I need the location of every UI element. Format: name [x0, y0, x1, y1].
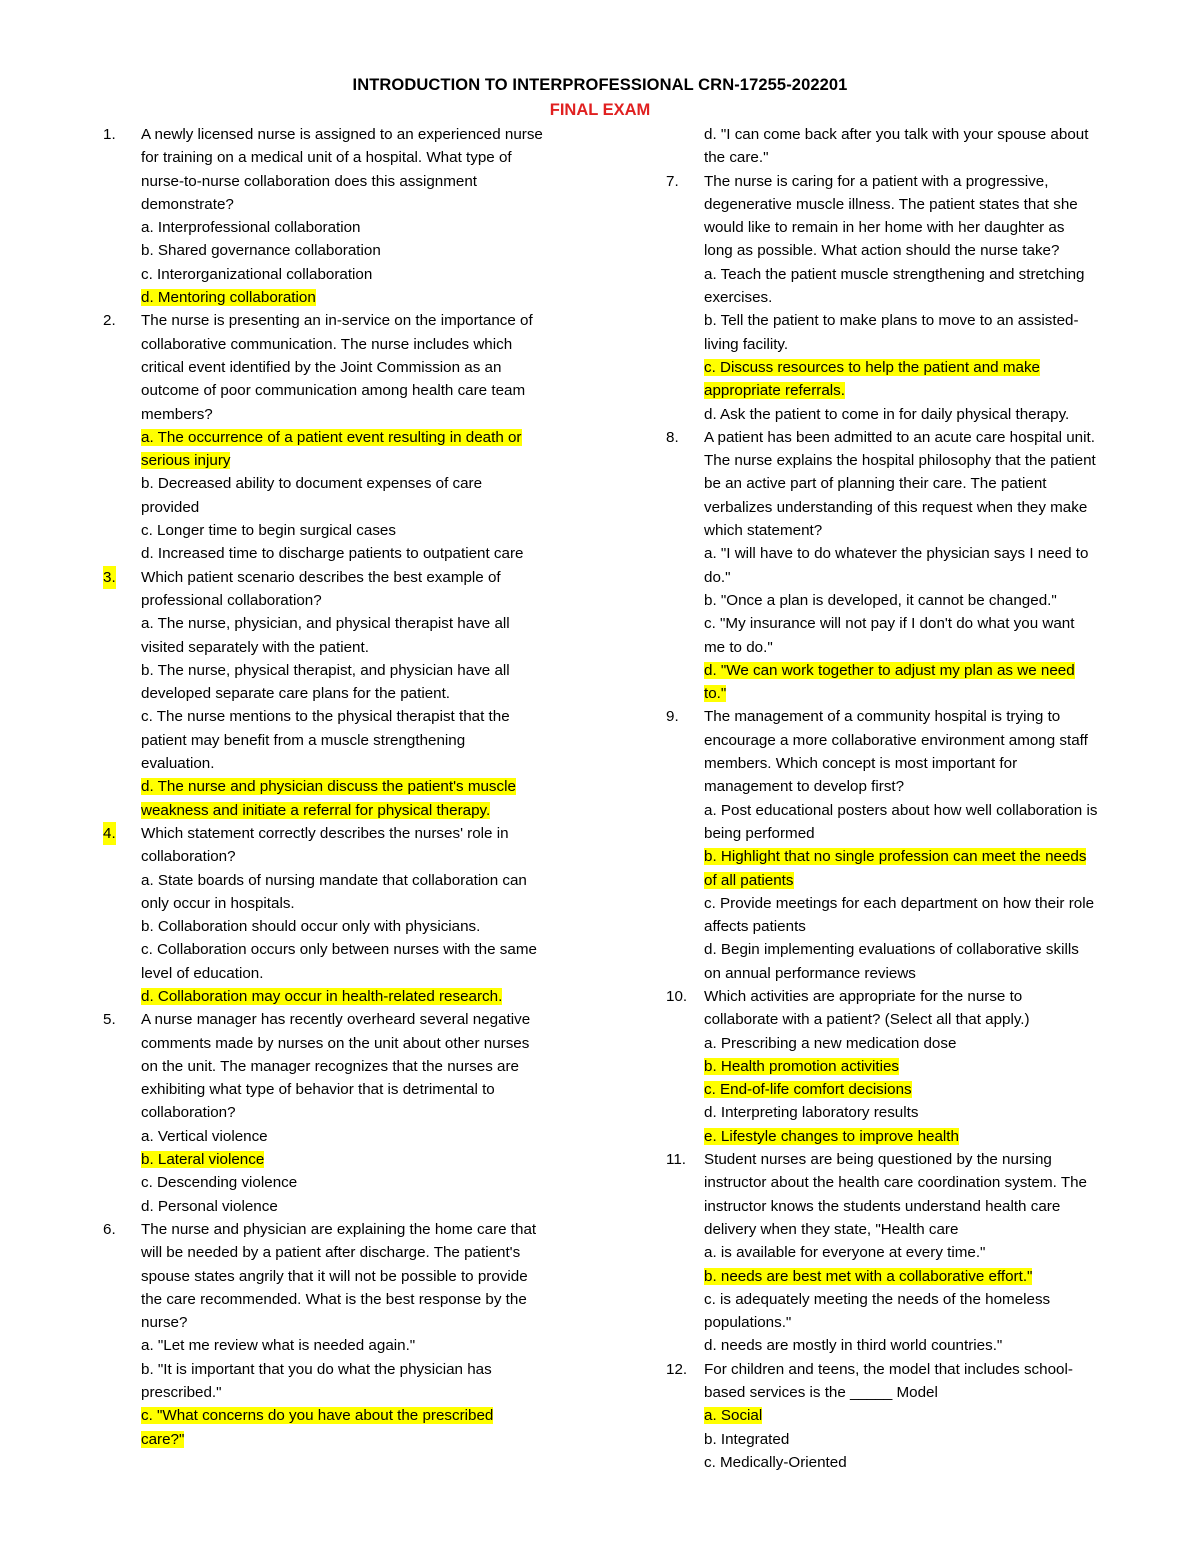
question-text: The nurse explains the hospital philosophy that the patient [704, 452, 1096, 470]
text-line-wrapper [141, 1195, 573, 1218]
question-number: 8. [666, 428, 679, 446]
question-number: 9. [666, 708, 679, 726]
text-line-wrapper [141, 426, 573, 449]
text-line-wrapper [704, 589, 1140, 612]
text-line-wrapper [141, 1218, 573, 1241]
text-line-wrapper [704, 1148, 1140, 1171]
highlighted-answer-text: d. The nurse and physician discuss the patient's muscle [141, 778, 516, 796]
text-line-wrapper [704, 542, 1140, 565]
question-text: exercises. [704, 289, 773, 307]
question-text: comments made by nurses on the unit about other nurses [141, 1034, 530, 1052]
text-line-wrapper [704, 1032, 1140, 1055]
question-text: b. Collaboration should occur only with physicians. [141, 918, 481, 936]
highlighted-answer-text: c. "What concerns do you have about the prescribed [141, 1407, 494, 1425]
text-line-wrapper [704, 822, 1140, 845]
right-column [666, 123, 1140, 1474]
highlighted-answer-text: e. Lifestyle changes to improve health [704, 1127, 959, 1145]
text-line-wrapper [704, 845, 1140, 868]
question-text: c. Collaboration occurs only between nurses with the same [141, 941, 537, 959]
text-line-wrapper [141, 123, 573, 146]
question-text: a. Interprofessional collaboration [141, 219, 361, 237]
highlighted-answer-text: d. "We can work together to adjust my plan as we need [704, 661, 1075, 679]
text-line-wrapper [704, 216, 1140, 239]
question-text: Which statement correctly describes the nurses' role in [141, 824, 509, 842]
question-number: 3. [103, 566, 116, 589]
text-line-wrapper [141, 1288, 573, 1311]
question-text: instructor about the health care coordination system. The [704, 1174, 1087, 1192]
question-text: spouse states angrily that it will not be possible to provide [141, 1267, 528, 1285]
question-text: on the unit. The manager recognizes that the nurses are [141, 1057, 519, 1075]
question-item [666, 985, 1140, 1148]
text-line-wrapper [141, 752, 573, 775]
highlighted-answer-text: appropriate referrals. [704, 382, 845, 400]
question-number: 2. [103, 312, 116, 330]
question-text: me to do." [704, 638, 773, 656]
question-text: collaborate with a patient? (Select all that apply.) [704, 1011, 1030, 1029]
question-item [103, 566, 573, 822]
text-line-wrapper [141, 472, 573, 495]
question-text: exhibiting what type of behavior that is detrimental to [141, 1081, 495, 1099]
question-text: being performed [704, 824, 815, 842]
text-line-wrapper [141, 309, 573, 332]
text-line-wrapper [141, 1055, 573, 1078]
question-item [666, 1148, 1140, 1358]
text-line-wrapper [704, 193, 1140, 216]
text-line-wrapper [704, 309, 1140, 332]
text-line-wrapper [141, 1148, 573, 1171]
text-line-wrapper [141, 729, 573, 752]
question-item [666, 1358, 1140, 1474]
question-item [103, 123, 573, 309]
text-line-wrapper [141, 1008, 573, 1031]
question-text: do." [704, 568, 731, 586]
text-line-wrapper [141, 636, 573, 659]
text-line-wrapper [141, 356, 573, 379]
question-text: c. Interorganizational collaboration [141, 265, 373, 283]
question-text: b. Integrated [704, 1430, 790, 1448]
question-number: 11. [666, 1151, 686, 1169]
question-text: a. Prescribing a new medication dose [704, 1034, 957, 1052]
question-text: members? [141, 405, 213, 423]
highlighted-answer-text: to." [704, 685, 727, 703]
question-text: a. State boards of nursing mandate that collaboration can [141, 871, 527, 889]
question-number: 7. [666, 172, 679, 190]
question-text: A newly licensed nurse is assigned to an experienced nurse [141, 126, 543, 143]
text-line-wrapper [141, 1078, 573, 1101]
highlighted-answer-text: b. needs are best met with a collaborative effort." [704, 1267, 1033, 1285]
question-text: b. "Once a plan is developed, it cannot be changed." [704, 591, 1057, 609]
question-text: d. Increased time to discharge patients to outpatient care [141, 545, 524, 563]
question-number: 10. [666, 987, 688, 1005]
text-line-wrapper [704, 775, 1140, 798]
text-line-wrapper [141, 403, 573, 426]
text-line-wrapper [704, 705, 1140, 728]
text-line-wrapper [704, 449, 1140, 472]
text-line-wrapper [704, 356, 1140, 379]
question-text: b. The nurse, physical therapist, and physician have all [141, 661, 510, 679]
question-text: Which activities are appropriate for the nurse to [704, 987, 1023, 1005]
question-text: long as possible. What action should the nurse take? [704, 242, 1060, 260]
text-line-wrapper [704, 962, 1140, 985]
text-line-wrapper [141, 193, 573, 216]
question-text: A patient has been admitted to an acute care hospital unit. [704, 428, 1095, 446]
highlighted-answer-text: b. Highlight that no single profession can meet the needs [704, 848, 1087, 866]
text-line-wrapper [141, 589, 573, 612]
text-line-wrapper [141, 775, 573, 798]
left-column [103, 123, 573, 1451]
question-text: evaluation. [141, 755, 215, 773]
text-line-wrapper [141, 333, 573, 356]
text-line-wrapper [704, 799, 1140, 822]
question-text: collaboration? [141, 848, 236, 866]
text-line-wrapper [704, 1334, 1140, 1357]
text-line-wrapper [704, 1078, 1140, 1101]
highlighted-answer-text: b. Health promotion activities [704, 1057, 899, 1075]
question-text: degenerative muscle illness. The patient states that she [704, 195, 1078, 213]
highlighted-answer-text: c. End-of-life comfort decisions [704, 1081, 912, 1099]
text-line-wrapper [704, 1428, 1140, 1451]
text-line-wrapper [704, 403, 1140, 426]
document-title: INTRODUCTION TO INTERPROFESSIONAL CRN-17255-202201 [352, 76, 848, 94]
question-text: visited separately with the patient. [141, 638, 369, 656]
question-text: c. The nurse mentions to the physical therapist that the [141, 708, 510, 726]
question-text: c. Provide meetings for each department on how their role [704, 894, 1095, 912]
question-text: c. Medically-Oriented [704, 1453, 847, 1471]
question-text: provided [141, 498, 200, 516]
question-text: encourage a more collaborative environment among staff [704, 731, 1088, 749]
text-line-wrapper [141, 1334, 573, 1357]
question-text: living facility. [704, 335, 789, 353]
text-line-wrapper [704, 1008, 1140, 1031]
text-line-wrapper [141, 1381, 573, 1404]
text-line-wrapper [704, 1265, 1140, 1288]
text-line-wrapper [141, 146, 573, 169]
text-line-wrapper [704, 1358, 1140, 1381]
question-number: 6. [103, 1220, 116, 1238]
question-text: instructor knows the students understand health care [704, 1197, 1061, 1215]
text-line-wrapper [704, 286, 1140, 309]
text-line-wrapper [141, 869, 573, 892]
text-line-wrapper [141, 962, 573, 985]
question-text: a. The nurse, physician, and physical therapist have all [141, 615, 510, 633]
question-text: d. Begin implementing evaluations of collaborative skills [704, 941, 1079, 959]
text-line-wrapper [141, 1358, 573, 1381]
question-text: patient may benefit from a muscle strengthening [141, 731, 466, 749]
question-text: be an active part of planning their care. The patient [704, 475, 1047, 493]
text-line-wrapper [141, 915, 573, 938]
text-line-wrapper [141, 519, 573, 542]
text-line-wrapper [704, 985, 1140, 1008]
highlighted-answer-text: of all patients [704, 871, 794, 889]
text-line-wrapper [141, 1404, 573, 1427]
question-text: d. Interpreting laboratory results [704, 1104, 919, 1122]
question-text: delivery when they state, "Health care [704, 1220, 959, 1238]
text-line-wrapper [141, 1032, 573, 1055]
highlighted-answer-text: c. Discuss resources to help the patient and make [704, 358, 1040, 376]
text-line-wrapper [704, 496, 1140, 519]
question-text: affects patients [704, 918, 806, 936]
text-line-wrapper [141, 985, 573, 1008]
question-item [103, 822, 573, 1008]
question-text: which statement? [704, 522, 823, 540]
question-text: members. Which concept is most important for [704, 755, 1018, 773]
question-text: The nurse and physician are explaining the home care that [141, 1220, 537, 1238]
text-line-wrapper [704, 379, 1140, 402]
text-line-wrapper [141, 263, 573, 286]
text-line-wrapper [141, 659, 573, 682]
question-item [666, 426, 1140, 706]
text-line-wrapper [141, 612, 573, 635]
text-line-wrapper [141, 496, 573, 519]
question-text: b. Tell the patient to make plans to move to an assisted- [704, 312, 1079, 330]
text-line-wrapper [704, 892, 1140, 915]
text-line-wrapper [704, 146, 1140, 169]
text-line-wrapper [704, 519, 1140, 542]
text-line-wrapper [141, 1171, 573, 1194]
question-item [103, 1008, 573, 1218]
text-line-wrapper [141, 1241, 573, 1264]
text-line-wrapper [704, 170, 1140, 193]
question-text: d. needs are mostly in third world countries." [704, 1337, 1003, 1355]
text-line-wrapper [704, 333, 1140, 356]
text-line-wrapper [704, 1241, 1140, 1264]
question-text: a. Post educational posters about how well collaboration is [704, 801, 1098, 819]
text-line-wrapper [704, 426, 1140, 449]
question-text: The nurse is caring for a patient with a progressive, [704, 172, 1049, 190]
text-line-wrapper [704, 123, 1140, 146]
question-text: d. "I can come back after you talk with your spouse about [704, 126, 1089, 143]
question-text: management to develop first? [704, 778, 905, 796]
text-line-wrapper [704, 938, 1140, 961]
question-text: c. Longer time to begin surgical cases [141, 522, 396, 540]
text-line-wrapper [704, 1311, 1140, 1334]
text-line-wrapper [141, 1125, 573, 1148]
question-item [103, 309, 573, 565]
highlighted-answer-text: a. Social [704, 1407, 763, 1425]
text-line-wrapper [141, 286, 573, 309]
question-text: only occur in hospitals. [141, 894, 295, 912]
text-line-wrapper [141, 449, 573, 472]
text-line-wrapper [704, 472, 1140, 495]
question-number: 5. [103, 1011, 116, 1029]
text-line-wrapper [141, 1311, 573, 1334]
text-line-wrapper [704, 636, 1140, 659]
text-line-wrapper [704, 1101, 1140, 1124]
question-text: collaboration? [141, 1104, 236, 1122]
text-line-wrapper [141, 682, 573, 705]
text-line-wrapper [704, 729, 1140, 752]
question-text: outcome of poor communication among health care team [141, 382, 526, 400]
question-text: d. Personal violence [141, 1197, 278, 1215]
question-text: prescribed." [141, 1384, 222, 1402]
question-text: a. "I will have to do whatever the physician says I need to [704, 545, 1089, 563]
text-line-wrapper [141, 1265, 573, 1288]
text-line-wrapper [704, 1055, 1140, 1078]
text-line-wrapper [141, 216, 573, 239]
question-text: the care." [704, 149, 769, 167]
highlighted-answer-text: d. Collaboration may occur in health-related research. [141, 987, 503, 1005]
question-text: c. is adequately meeting the needs of the homeless [704, 1290, 1051, 1308]
question-text: for training on a medical unit of a hospital. What type of [141, 149, 512, 167]
question-text: A nurse manager has recently overheard several negative [141, 1011, 531, 1029]
question-text: d. Ask the patient to come in for daily physical therapy. [704, 405, 1070, 423]
question-text: For children and teens, the model that includes school- [704, 1360, 1073, 1378]
question-text: collaborative communication. The nurse includes which [141, 335, 513, 353]
highlighted-answer-text: care?" [141, 1430, 185, 1448]
question-text: critical event identified by the Joint Commission as an [141, 358, 502, 376]
question-text: will be needed by a patient after discharge. The patient's [141, 1244, 521, 1262]
text-line-wrapper [704, 239, 1140, 262]
highlighted-answer-text: b. Lateral violence [141, 1151, 265, 1169]
question-text: developed separate care plans for the patient. [141, 685, 451, 703]
text-line-wrapper [704, 1125, 1140, 1148]
text-line-wrapper [141, 799, 573, 822]
question-text: b. Shared governance collaboration [141, 242, 381, 260]
text-line-wrapper [141, 892, 573, 915]
question-text: nurse? [141, 1314, 188, 1332]
highlighted-answer-text: weakness and initiate a referral for physical therapy. [141, 801, 491, 819]
question-item [666, 705, 1140, 985]
text-line-wrapper [704, 612, 1140, 635]
question-text: Which patient scenario describes the best example of [141, 568, 501, 586]
text-line-wrapper [141, 845, 573, 868]
text-line-wrapper [704, 1171, 1140, 1194]
question-text: on annual performance reviews [704, 964, 916, 982]
question-text: b. Decreased ability to document expenses of care [141, 475, 483, 493]
question-number: 1. [103, 126, 116, 143]
text-line-wrapper [704, 659, 1140, 682]
highlighted-answer-text: a. The occurrence of a patient event resulting in death or [141, 428, 522, 446]
question-text: The management of a community hospital is trying to [704, 708, 1061, 726]
question-number: 4. [103, 822, 116, 845]
text-line-wrapper [704, 752, 1140, 775]
text-line-wrapper [141, 170, 573, 193]
question-text: professional collaboration? [141, 591, 322, 609]
highlighted-answer-text: d. Mentoring collaboration [141, 289, 316, 307]
text-line-wrapper [704, 869, 1140, 892]
text-line-wrapper [141, 379, 573, 402]
text-line-wrapper [704, 1381, 1140, 1404]
question-text: a. Vertical violence [141, 1127, 268, 1145]
text-line-wrapper [704, 682, 1140, 705]
exam-subtitle: FINAL EXAM [549, 101, 651, 119]
question-text: a. Teach the patient muscle strengthening and stretching [704, 265, 1085, 283]
text-line-wrapper [141, 822, 573, 845]
text-line-wrapper [704, 1451, 1140, 1474]
question-text: populations." [704, 1314, 792, 1332]
question-text: a. is available for everyone at every time." [704, 1244, 986, 1262]
question-item [103, 1218, 573, 1451]
highlighted-answer-text: serious injury [141, 452, 231, 470]
text-line-wrapper [141, 1101, 573, 1124]
question-text: would like to remain in her home with her daughter as [704, 219, 1065, 237]
question-text: c. "My insurance will not pay if I don't do what you want [704, 615, 1075, 633]
question-item [666, 170, 1140, 426]
question-text: verbalizes understanding of this request when they make [704, 498, 1088, 516]
question-text: demonstrate? [141, 195, 234, 213]
question-text: nurse-to-nurse collaboration does this assignment [141, 172, 477, 190]
text-line-wrapper [141, 705, 573, 728]
text-line-wrapper [141, 542, 573, 565]
text-line-wrapper [704, 263, 1140, 286]
question-text: Student nurses are being questioned by the nursing [704, 1151, 1052, 1169]
text-line-wrapper [141, 938, 573, 961]
text-line-wrapper [141, 239, 573, 262]
text-line-wrapper [141, 566, 573, 589]
question-number: 12. [666, 1360, 688, 1378]
text-line-wrapper [704, 1404, 1140, 1427]
question-text: the care recommended. What is the best response by the [141, 1290, 527, 1308]
text-line-wrapper [704, 1218, 1140, 1241]
text-line-wrapper [704, 915, 1140, 938]
text-line-wrapper [141, 1428, 573, 1451]
question-text: b. "It is important that you do what the physician has [141, 1360, 492, 1378]
question-item [666, 123, 1140, 170]
question-text: level of education. [141, 964, 264, 982]
question-text: based services is the _____ Model [704, 1384, 938, 1402]
text-line-wrapper [704, 1195, 1140, 1218]
text-line-wrapper [704, 566, 1140, 589]
question-text: The nurse is presenting an in-service on the importance of [141, 312, 533, 330]
question-text: a. "Let me review what is needed again." [141, 1337, 416, 1355]
question-text: c. Descending violence [141, 1174, 298, 1192]
text-line-wrapper [704, 1288, 1140, 1311]
